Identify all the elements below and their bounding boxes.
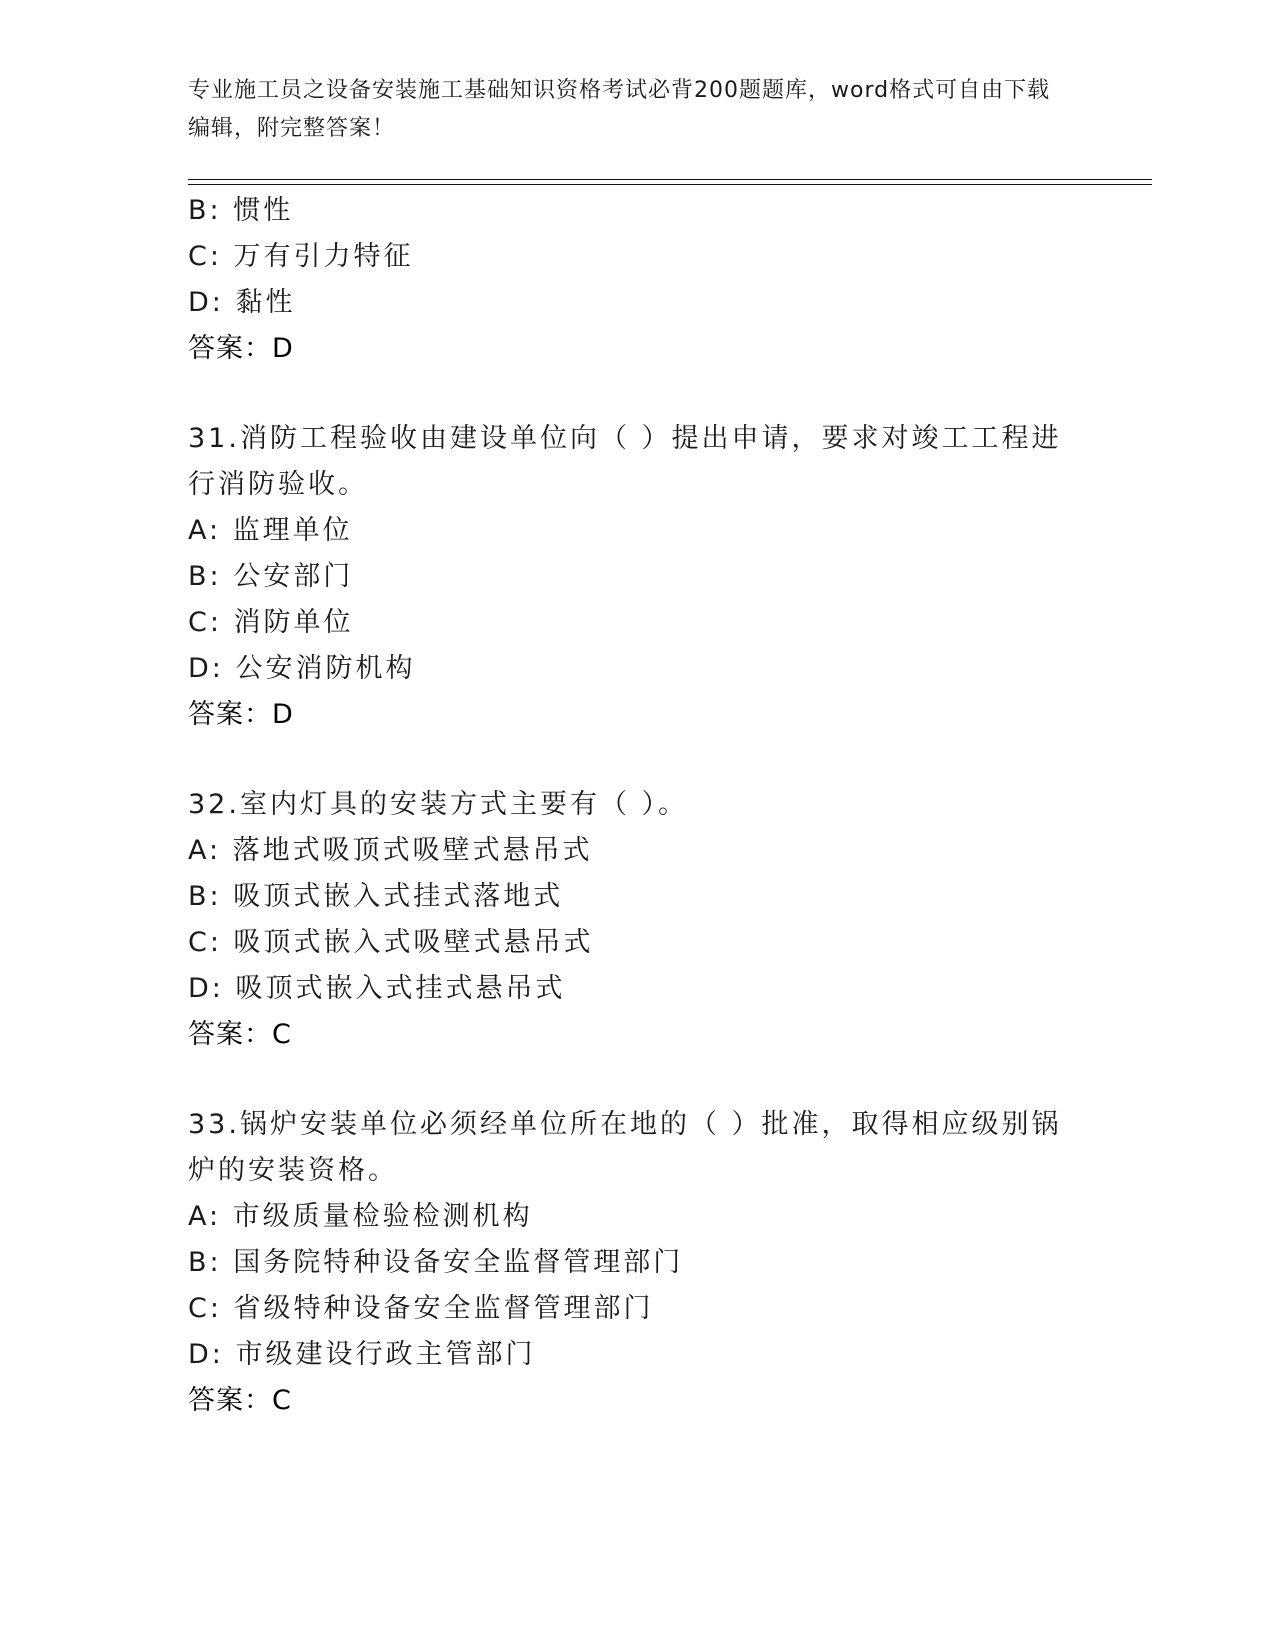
header-rule-bottom	[188, 184, 1152, 185]
answer-line: 答案：D	[188, 699, 294, 730]
option-c: C: 省级特种设备安全监督管理部门	[188, 1293, 654, 1324]
option-a: A: 市级质量检验检测机构	[188, 1201, 533, 1232]
partial-question	[188, 188, 1088, 372]
question-list	[188, 188, 1088, 1424]
option-d: D: 公安消防机构	[188, 653, 416, 684]
answer-line: 答案：C	[188, 1385, 292, 1416]
option-d: D: 市级建设行政主管部门	[188, 1339, 536, 1370]
question-stem: 32.室内灯具的安装方式主要有（ ）。	[188, 789, 689, 820]
answer-line: 答案：C	[188, 1019, 292, 1050]
option-c: C: 万有引力特征	[188, 241, 414, 272]
option-d: D: 黏性	[188, 287, 296, 318]
option-a: A: 监理单位	[188, 515, 353, 546]
question-32	[188, 782, 1088, 1058]
question-stem: 33.锅炉安装单位必须经单位所在地的（ ）批准，取得相应级别锅炉的安装资格。	[188, 1109, 1062, 1186]
option-c: C: 消防单位	[188, 607, 354, 638]
option-c: C: 吸顶式嵌入式吸壁式悬吊式	[188, 927, 594, 958]
document-header: 专业施工员之设备安装施工基础知识资格考试必背200题题库，word格式可自由下载编辑，附完整答案！	[188, 78, 1051, 141]
option-b: B: 吸顶式嵌入式挂式落地式	[188, 881, 564, 912]
question-stem: 31.消防工程验收由建设单位向（ ）提出申请，要求对竣工工程进行消防验收。	[188, 423, 1062, 500]
option-d: D: 吸顶式嵌入式挂式悬吊式	[188, 973, 566, 1004]
option-b: B: 公安部门	[188, 561, 354, 592]
option-b: B: 国务院特种设备安全监督管理部门	[188, 1247, 684, 1278]
header-rule-top	[188, 179, 1152, 180]
answer-line: 答案：D	[188, 333, 294, 364]
question-33	[188, 1102, 1088, 1424]
option-a: A: 落地式吸顶式吸壁式悬吊式	[188, 835, 593, 866]
question-31	[188, 416, 1088, 738]
option-b: B: 惯性	[188, 195, 294, 226]
